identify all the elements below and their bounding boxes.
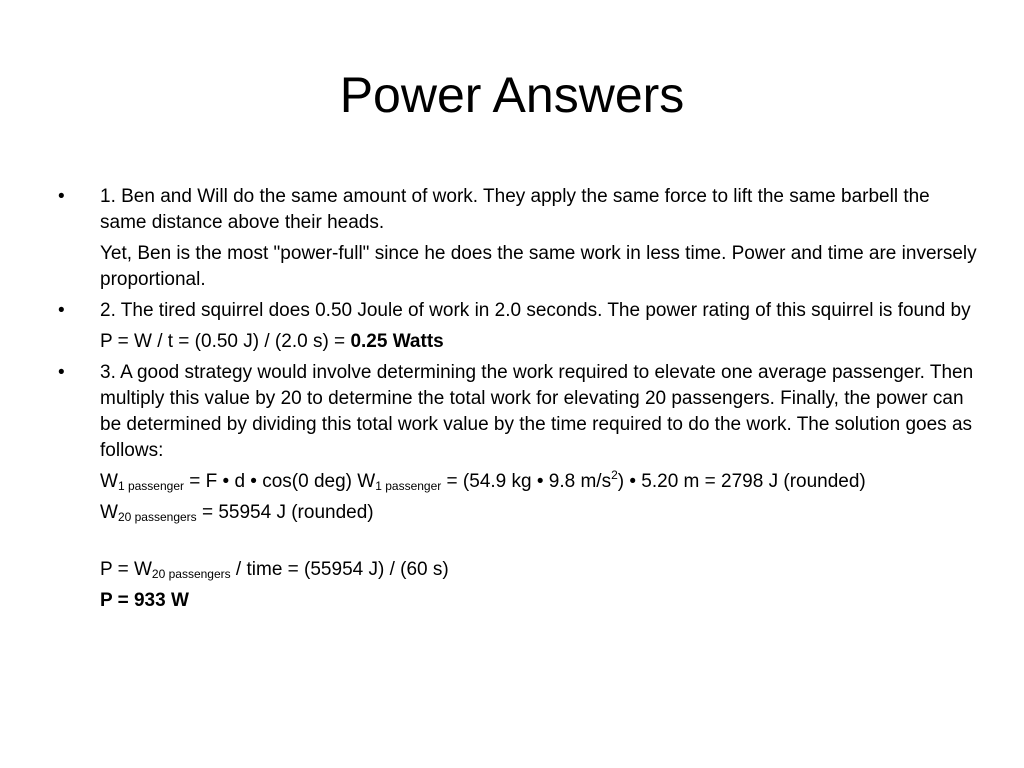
item-3-power-formula: [58, 557, 978, 583]
item-1-followup: Yet, Ben is the most "power-full" since he does the same work in less time. Power and time are inversely proportional.: [100, 243, 977, 290]
item-3-work-one-passenger: [58, 469, 978, 495]
bullet-item-3: [58, 360, 978, 464]
eq-symbol: W: [100, 471, 118, 492]
eq-text: P = W: [100, 559, 152, 580]
formula-answer: 0.25 Watts: [350, 331, 444, 352]
bullet-icon: •: [58, 362, 65, 383]
eq-symbol: W: [100, 502, 118, 523]
item-2-text: 2. The tired squirrel does 0.50 Joule of work in 2.0 seconds. The power rating of this squirrel is found by: [100, 300, 971, 321]
bullet-item-2: [58, 298, 978, 324]
item-3-work-twenty-passengers: [58, 500, 978, 526]
slide-content: [58, 184, 978, 619]
eq-subscript: 20 passengers: [117, 510, 197, 524]
item-3-result: [58, 588, 978, 614]
eq-subscript: 1 passenger: [117, 479, 184, 493]
bullet-item-1: [58, 184, 978, 236]
eq-text: = F • d • cos(0 deg) W: [183, 471, 376, 492]
formula-text: P = W / t = (0.50 J) / (2.0 s) =: [100, 331, 351, 352]
bullet-icon: •: [58, 300, 65, 321]
item-3-text: 3. A good strategy would involve determining the work required to elevate one average passenger. Then multiply this value by 20 to determine the total work for elevating 20 passengers. Finally, the power can be determined by dividing this total work value by the time required to do the work. The solution goes as follows:: [100, 362, 974, 461]
result-text: P = 933 W: [100, 590, 189, 611]
bullet-icon: •: [58, 186, 65, 207]
item-2-formula: [58, 329, 978, 355]
eq-text: ) • 5.20 m = 2798 J (rounded): [617, 471, 866, 492]
item-1-text: 1. Ben and Will do the same amount of work. They apply the same force to lift the same barbell the same distance above their heads.: [100, 186, 930, 233]
eq-subscript: 1 passenger: [375, 479, 442, 493]
spacer: [58, 531, 978, 557]
eq-superscript: 2: [611, 468, 618, 482]
eq-subscript: 20 passengers: [151, 567, 231, 581]
eq-text: = 55954 J (rounded): [196, 502, 374, 523]
slide-title: Power Answers: [339, 67, 685, 123]
eq-text: = (54.9 kg • 9.8 m/s: [441, 471, 612, 492]
eq-text: / time = (55954 J) / (60 s): [230, 559, 449, 580]
